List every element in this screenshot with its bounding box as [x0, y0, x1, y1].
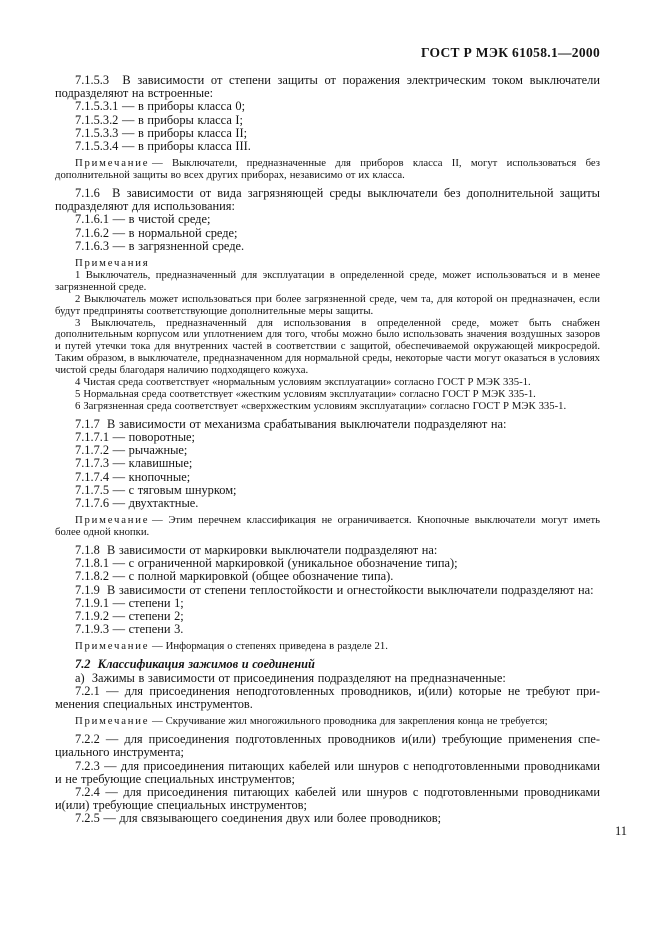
body-paragraph: 7.1.5.3 В зависимости от степени защиты от поражения электрическим током выключатели подразделяют на встроенные: — [55, 73, 600, 101]
classification-item: 7.1.8.1 — с ограниченной маркировкой (уникальное обозначение типа); — [75, 556, 458, 571]
note-label: Примечания — [75, 257, 150, 270]
classification-item: 7.1.9.2 — степени 2; — [75, 609, 184, 624]
classification-item: 7.1.6.3 — в загрязненной среде. — [75, 238, 245, 253]
note-text: — Выключатели, предназначенные для приборов класса II, могут использоваться без дополнительной защиты во всех других приборах, независимо от их класса. — [55, 157, 600, 182]
classification-item: 7.1.7.4 — кнопочные; — [75, 469, 191, 484]
note-paragraph: 1 Выключатель, предназначенный для эксплуатации в определенной среде, может использоваться и в менее загрязненной среде. — [55, 268, 600, 293]
body-paragraph: 7.2.1 — для присоединения неподготовленных проводников, и(или) которые не требуют применения специальных инструментов. — [55, 683, 600, 711]
note-paragraph: 2 Выключатель может использоваться при более загрязненной среде, чем та, для которой он предназначен, если будут предприняты соответствующие дополнительные меры защиты. — [55, 292, 600, 317]
running-header: ГОСТ Р МЭК 61058.1—2000 — [420, 45, 600, 60]
note-paragraph — [55, 158, 600, 182]
classification-item: 7.1.5.3.3 — в приборы класса II; — [75, 125, 248, 140]
classification-item: 7.1.9.3 — степени 3. — [75, 622, 184, 637]
body-paragraph: 7.1.6 В зависимости от вида загрязняющей среды выключатели без дополнительной защиты подразделяют для использования: — [55, 186, 600, 214]
body-paragraph: 7.2.3 — для присоединения питающих кабелей или шнуров с неподготовленными проводниками и не требующие специальных инструментов; — [55, 758, 600, 786]
note-text: — Скручивание жил многожильного проводника для закрепления конца не требуется; — [152, 715, 548, 728]
classification-item: 7.1.7.2 — рычажные; — [75, 443, 188, 458]
body-paragraph: 7.2.5 — для связывающего соединения двух или более проводников; — [75, 811, 442, 826]
note-paragraph: 5 Нормальная среда соответствует «жестким условиям эксплуатации» согласно ГОСТ Р МЭК 335-1. — [75, 388, 536, 401]
classification-item: 7.1.8.2 — с полной маркировкой (общее обозначение типа). — [75, 569, 394, 584]
note-paragraph: 4 Чистая среда соответствует «нормальным условиям эксплуатации» согласно ГОСТ Р МЭК 335-1. — [75, 376, 531, 389]
note-label: Примечание — [75, 157, 150, 170]
note-text: — Этим перечнем классификация не ограничивается. Кнопочные выключатели могут иметь более одной кнопки. — [55, 514, 600, 539]
note-paragraph — [55, 641, 600, 653]
classification-item: 7.1.6.1 — в чистой среде; — [75, 212, 211, 227]
page-number: 11 — [614, 824, 627, 838]
body-paragraph: 7.2.4 — для присоединения питающих кабелей или шнуров с подготовленными проводниками и(или) требующие специальных инструментов; — [55, 784, 600, 813]
classification-item: 7.1.5.3.2 — в приборы класса I; — [75, 112, 243, 127]
document-body — [55, 74, 600, 826]
note-paragraph — [55, 515, 600, 539]
classification-item: 7.1.7.1 — поворотные; — [75, 430, 195, 445]
classification-item: 7.1.9.1 — степени 1; — [75, 595, 184, 610]
classification-item: 7.1.7.3 — клавишные; — [75, 456, 193, 471]
section-heading: 7.2 Классификация зажимов и соединений — [75, 657, 315, 672]
body-paragraph: а) Зажимы в зависимости от присоединения подразделяют на предназначенные: — [75, 670, 506, 685]
note-paragraph: 6 Загрязненная среда соответствует «сверхжестким условиям эксплуатации» согласно ГОСТ Р МЭК 335-1. — [75, 399, 567, 412]
note-label: Примечание — [75, 640, 150, 653]
classification-item: 7.1.5.3.4 — в приборы класса III. — [75, 139, 251, 154]
classification-item: 7.1.7.5 — с тяговым шнурком; — [75, 482, 237, 497]
body-paragraph: 7.1.7 В зависимости от механизма срабатывания выключатели подразделяют на: — [75, 416, 507, 431]
classification-item: 7.1.6.2 — в нормальной среде; — [75, 225, 238, 240]
note-label: Примечание — [75, 514, 150, 527]
body-paragraph: 7.1.9 В зависимости от степени теплостойкости и огнестойкости выключатели подразделяют на: — [75, 582, 594, 597]
classification-item: 7.1.5.3.1 — в приборы класса 0; — [75, 99, 246, 114]
note-label: Примечание — [75, 715, 150, 728]
note-paragraph — [55, 716, 600, 728]
body-paragraph: 7.2.2 — для присоединения подготовленных проводников и(или) требующие применения специального инструмента; — [55, 732, 600, 760]
note-text: — Информация о степенях приведена в разделе 21. — [152, 640, 388, 653]
classification-item: 7.1.7.6 — двухтактные. — [75, 496, 199, 511]
body-paragraph: 7.1.8 В зависимости от маркировки выключатели подразделяют на: — [75, 543, 438, 558]
note-paragraph: 3 Выключатель, предназначенный для использования в определенной среде, может быть снабжен дополнительным корпусом или уплотнением для того, чтобы можно было использовать значения воздушных зазоров и путей утечки тока для внутренних частей в соответствии с защитой, обеспечиваемой окружающей микросредой. Таким образом, в выключателе, предназначенном для нормальной среды, некоторые части могут оказаться в условиях чистой среды благодаря наличию подходящего кожуха. — [55, 316, 600, 377]
